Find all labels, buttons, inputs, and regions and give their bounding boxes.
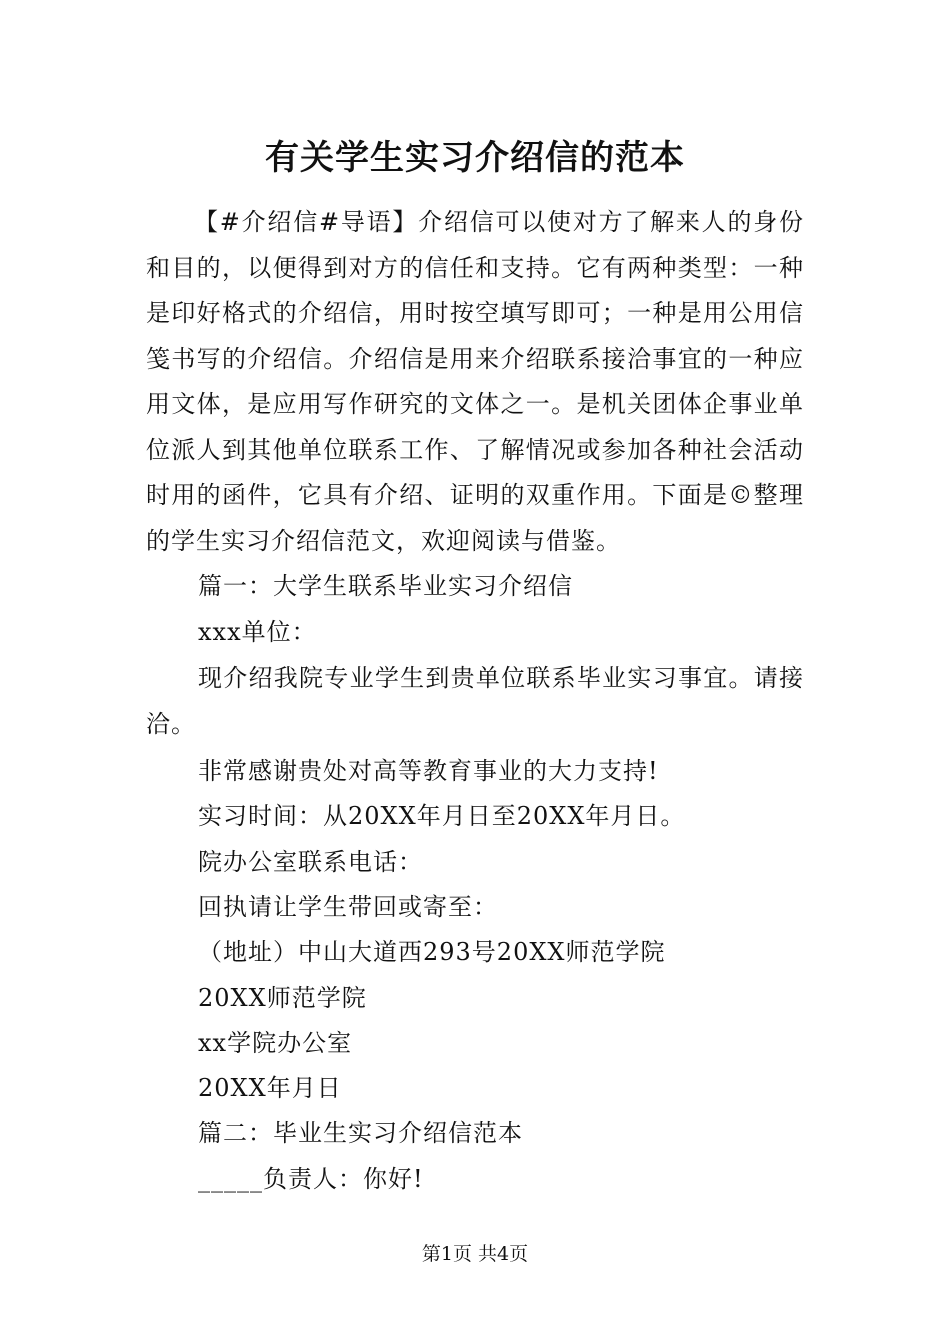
phone-line: 院办公室联系电话： <box>198 848 423 876</box>
signature-school: 20XX师范学院 <box>198 984 367 1012</box>
section-heading-2: 篇二：毕业生实习介绍信范本 <box>198 1119 523 1147</box>
return-receipt-line: 回执请让学生带回或寄至： <box>198 893 498 921</box>
letter-body: 现介绍我院专业学生到贵单位联系毕业实习事宜。请接洽。 <box>146 664 804 738</box>
internship-time-line: 实习时间：从20XX年月日至20XX年月日。 <box>198 802 686 830</box>
section-heading-1: 篇一：大学生联系毕业实习介绍信 <box>198 572 573 600</box>
page-number-footer: 第1页 共4页 <box>421 1243 529 1265</box>
recipient-line: xxx单位： <box>198 618 317 646</box>
document-title: 有关学生实习介绍信的范本 <box>265 138 685 178</box>
salutation-line: _____负责人：你好! <box>198 1165 424 1193</box>
signature-office: xx学院办公室 <box>198 1029 353 1057</box>
intro-paragraph: 【#介绍信#导语】介绍信可以使对方了解来人的身份和目的，以便得到对方的信任和支持。它有两种类型：一种是印好格式的介绍信，用时按空填写即可；一种是用公用信笺书写的介绍信。介绍信是用来介绍联系接洽事宜的一种应用文体，是应用写作研究的文体之一。是机关团体企事业单位派人到其他单位联系工作、了解情况或参加各种社会活动时用的函件，它具有介绍、证明的双重作用。下面是©整理的学生实习介绍信范文，欢迎阅读与借鉴。 <box>146 208 804 555</box>
thanks-line: 非常感谢贵处对高等教育事业的大力支持! <box>198 757 659 785</box>
signature-date: 20XX年月日 <box>198 1074 342 1102</box>
address-line: （地址）中山大道西293号20XX师范学院 <box>198 938 666 966</box>
